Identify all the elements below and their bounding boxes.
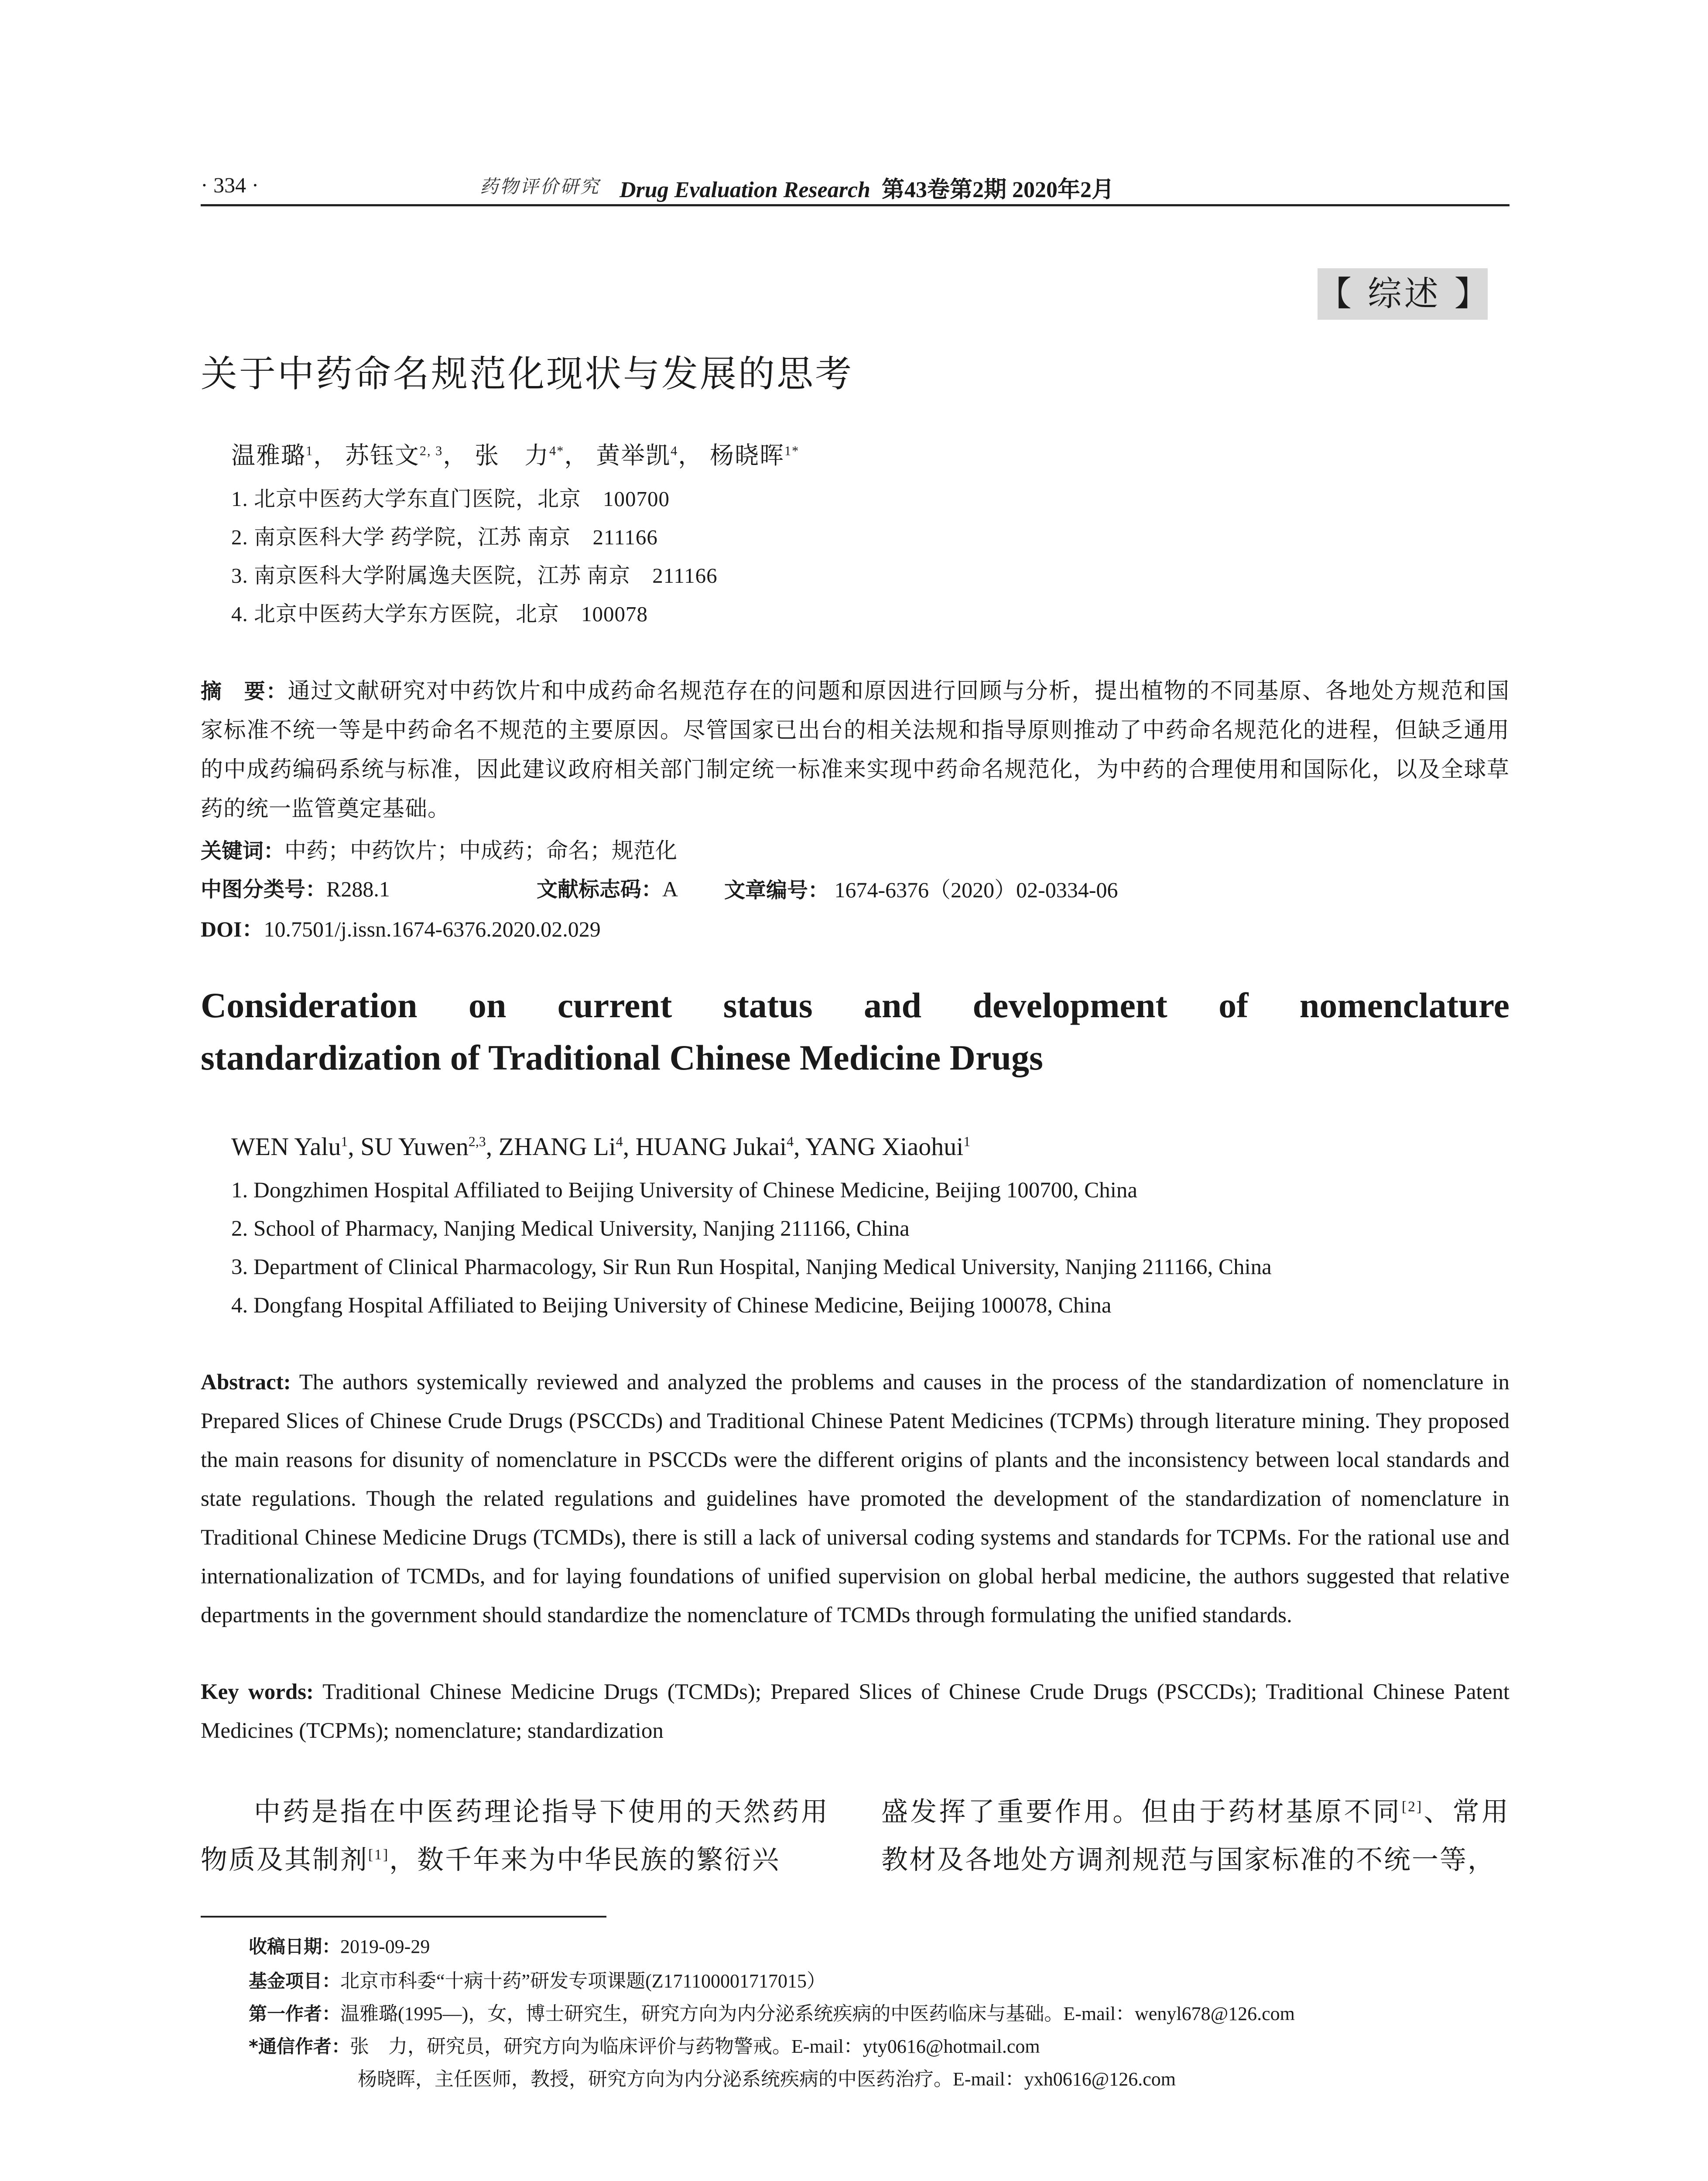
author-name: WEN Yalu (231, 1132, 341, 1161)
author-name: ZHANG Li (498, 1132, 616, 1161)
title-word: status (723, 985, 813, 1025)
header-rule (201, 204, 1509, 206)
citation-ref: [1] (368, 1846, 390, 1863)
article-number-line (724, 872, 1118, 904)
author-affil-sup: 1 (306, 443, 314, 458)
author-name: 张 力 (475, 442, 550, 469)
author-affil-sup: 4 (787, 1134, 794, 1149)
clc-value: R288.1 (326, 877, 390, 901)
title-word: on (468, 985, 507, 1025)
title-word: current (557, 985, 672, 1025)
doi-value: 10.7501/j.issn.1674-6376.2020.02.029 (264, 917, 601, 941)
clc-label: 中图分类号： (201, 877, 327, 902)
body-text: 、常用教材及各地处方调剂规范与国家标准的不统一等， (881, 1798, 1509, 1875)
english-affiliation: 4. Dongfang Hospital Affiliated to Beijing University of Chinese Medicine, Beijing 100078, China (231, 1293, 1112, 1318)
author-affil-sup: 1* (784, 443, 800, 458)
classification-line (201, 872, 390, 902)
doc-code-line (537, 872, 678, 902)
author-name: 杨晓晖 (710, 442, 785, 469)
chinese-affiliation: 4. 北京中医药大学东方医院，北京 100078 (231, 602, 648, 626)
keywords-label: 关键词： (201, 839, 285, 863)
journal-logo: 药物评价研究 (480, 177, 601, 197)
english-authors: WEN Yalu$^1$, SU Yuwen$^{2,3}$, ZHANG Li$^4$, HUANG Jukai$^4$, YANG Xiaohui$^1$ (231, 1132, 971, 1161)
english-affiliation: 3. Department of Clinical Pharmacology, Sir Run Run Hospital, Nanjing Medical University, Nanjing 211166, China (231, 1255, 1272, 1279)
article-no-value: 1674-6376（2020）02-0334-06 (834, 878, 1118, 902)
chinese-abstract (201, 672, 1509, 829)
page-number: · 334 · (201, 173, 259, 197)
chinese-title: 关于中药命名规范化现状与发展的思考 (201, 352, 854, 395)
journal-name: Drug Evaluation Research (620, 178, 870, 202)
doi-line (201, 912, 601, 943)
author-name: YANG Xiaohui (805, 1132, 964, 1161)
english-affiliation: 2. School of Pharmacy, Nanjing Medical University, Nanjing 211166, China (231, 1217, 910, 1241)
doi-label: DOI： (201, 917, 264, 941)
english-keywords (201, 1673, 1509, 1750)
article-no-label: 文章编号： (724, 878, 829, 902)
body-column-right (881, 1788, 1509, 1884)
footnote-received (249, 1932, 430, 1959)
author-affil-sup: 4 (616, 1134, 623, 1149)
footnote-first-author (249, 1998, 1295, 2026)
footnote-label: 基金项目： (249, 1970, 341, 1992)
title-word: nomenclature (1299, 985, 1509, 1025)
chinese-affiliation: 1. 北京中医药大学东直门医院，北京 100700 (231, 487, 670, 511)
abstract-text: The authors systemically reviewed and analyzed the problems and causes in the process of the standardization of nomenclature in Prepared Slices of Chinese Crude Drugs (PSCCDs) and Traditional Chinese Patent Medicines (TCPMs) through literature mining. They proposed the main reasons for disunity of nomenclature in PSCCDs were the different origins of plants and the inconsistency between local standards and state regulations. Though the related regulations and guidelines have promoted the development of the standardization of nomenclature in Traditional Chinese Medicine Drugs (TCMDs), there is still a lack of universal coding systems and standards for TCPMs. For the rational use and internationalization of TCMDs, and for laying foundations of unified supervision on global herbal medicine, the authors suggested that relative departments in the government should standardize the nomenclature of TCMDs through formulating the unified standards. (201, 1370, 1509, 1627)
english-title-line2: standardization of Traditional Chinese Medicine Drugs (201, 1038, 1043, 1077)
footnote-label: *通信作者： (249, 2036, 350, 2057)
footnote-corresponding-2: 杨晓晖，主任医师，教授，研究方向为内分泌系统疾病的中医药治疗。E-mail：yxh0616@126.com (358, 2068, 1176, 2090)
issue-info: 第43卷第2期 2020年2月 (881, 178, 1114, 202)
english-affiliation: 1. Dongzhimen Hospital Affiliated to Beijing University of Chinese Medicine, Beijing 100700, China (231, 1178, 1138, 1203)
author-affil-sup: 4 (671, 443, 678, 458)
doc-code-label: 文献标志码： (537, 877, 663, 902)
english-abstract (201, 1363, 1509, 1635)
journal-header (620, 171, 1114, 204)
footnote-text: 温雅璐(1995—)，女，博士研究生，研究方向为内分泌系统疾病的中医药临床与基础。E-mail：wenyl678@126.com (340, 2003, 1295, 2024)
citation-ref: [2] (1402, 1798, 1423, 1815)
footnote-text: 张 力，研究员，研究方向为临床评价与药物警戒。E-mail：yty0616@hotmail.com (349, 2036, 1040, 2057)
body-text: 中药是指在中医药理论指导下使用的天然药用物质及其制剂 (201, 1798, 829, 1875)
author-affil-sup: 4* (549, 443, 565, 458)
author-affil-sup: 1 (963, 1134, 971, 1149)
title-word: of (1219, 985, 1249, 1025)
doc-code-value: A (662, 877, 678, 901)
title-word: and (863, 985, 922, 1025)
footnote-rule (201, 1916, 606, 1918)
body-column-left (201, 1788, 829, 1884)
section-tag: 【 综述 】 (1318, 268, 1488, 320)
chinese-affiliation: 2. 南京医科大学 药学院，江苏 南京 211166 (231, 525, 658, 549)
abstract-text: 通过文献研究对中药饮片和中成药命名规范存在的问题和原因进行回顾与分析，提出植物的不同基原、各地处方规范和国家标准不统一等是中药命名不规范的主要原因。尽管国家已出台的相关法规和指导原则推动了中药命名规范化的进程，但缺乏通用的中成药编码系统与标准，因此建议政府相关部门制定统一标准来实现中药命名规范化，为中药的合理使用和国际化，以及全球草药的统一监管奠定基础。 (201, 679, 1509, 821)
keywords-text: 中药；中药饮片；中成药；命名；规范化 (284, 838, 678, 863)
body-text: 盛发挥了重要作用。但由于药材基原不同 (881, 1798, 1402, 1827)
footnote-text: 2019-09-29 (340, 1936, 430, 1957)
english-title-line1 (201, 979, 1509, 1032)
footnote-corresponding (249, 2031, 1040, 2058)
footnote-fund (249, 1965, 826, 1993)
abstract-label: 摘 要： (201, 679, 288, 704)
author-name: SU Yuwen (360, 1132, 469, 1161)
abstract-label: Abstract: (201, 1370, 291, 1395)
author-affil-sup: 2,3 (468, 1134, 486, 1149)
author-affil-sup: 1 (341, 1134, 348, 1149)
author-name: HUANG Jukai (635, 1132, 787, 1161)
chinese-affiliation: 3. 南京医科大学附属逸夫医院，江苏 南京 211166 (231, 564, 718, 588)
english-title (201, 979, 1509, 1084)
footnote-text: 北京市科委“十病十药”研发专项课题(Z171100001717015） (340, 1970, 826, 1992)
title-word: development (972, 985, 1167, 1025)
footnote-label: 第一作者： (249, 2003, 341, 2024)
keywords-text: Traditional Chinese Medicine Drugs (TCMDs); Prepared Slices of Chinese Crude Drugs (PSCCDs); Traditional Chinese Patent Medicines (TCPMs); nomenclature; standardization (201, 1680, 1509, 1743)
body-text: ，数千年来为中华民族的繁衍兴 (389, 1846, 780, 1875)
author-name: 黄举凯 (596, 442, 671, 469)
author-name: 温雅璐 (231, 442, 306, 469)
author-affil-sup: 2, 3 (419, 443, 443, 458)
chinese-keywords (201, 833, 677, 865)
author-name: 苏钰文 (345, 442, 420, 469)
keywords-label: Key words: (201, 1680, 314, 1704)
footnote-label: 收稿日期： (249, 1936, 341, 1957)
title-word: Consideration (201, 985, 418, 1025)
chinese-authors: 温雅璐$^1$， 苏钰文$^{2, 3}$， 张 力$^{4*}$， 黄举凯$^4$， 杨晓晖$^{1*}$ (231, 442, 800, 469)
